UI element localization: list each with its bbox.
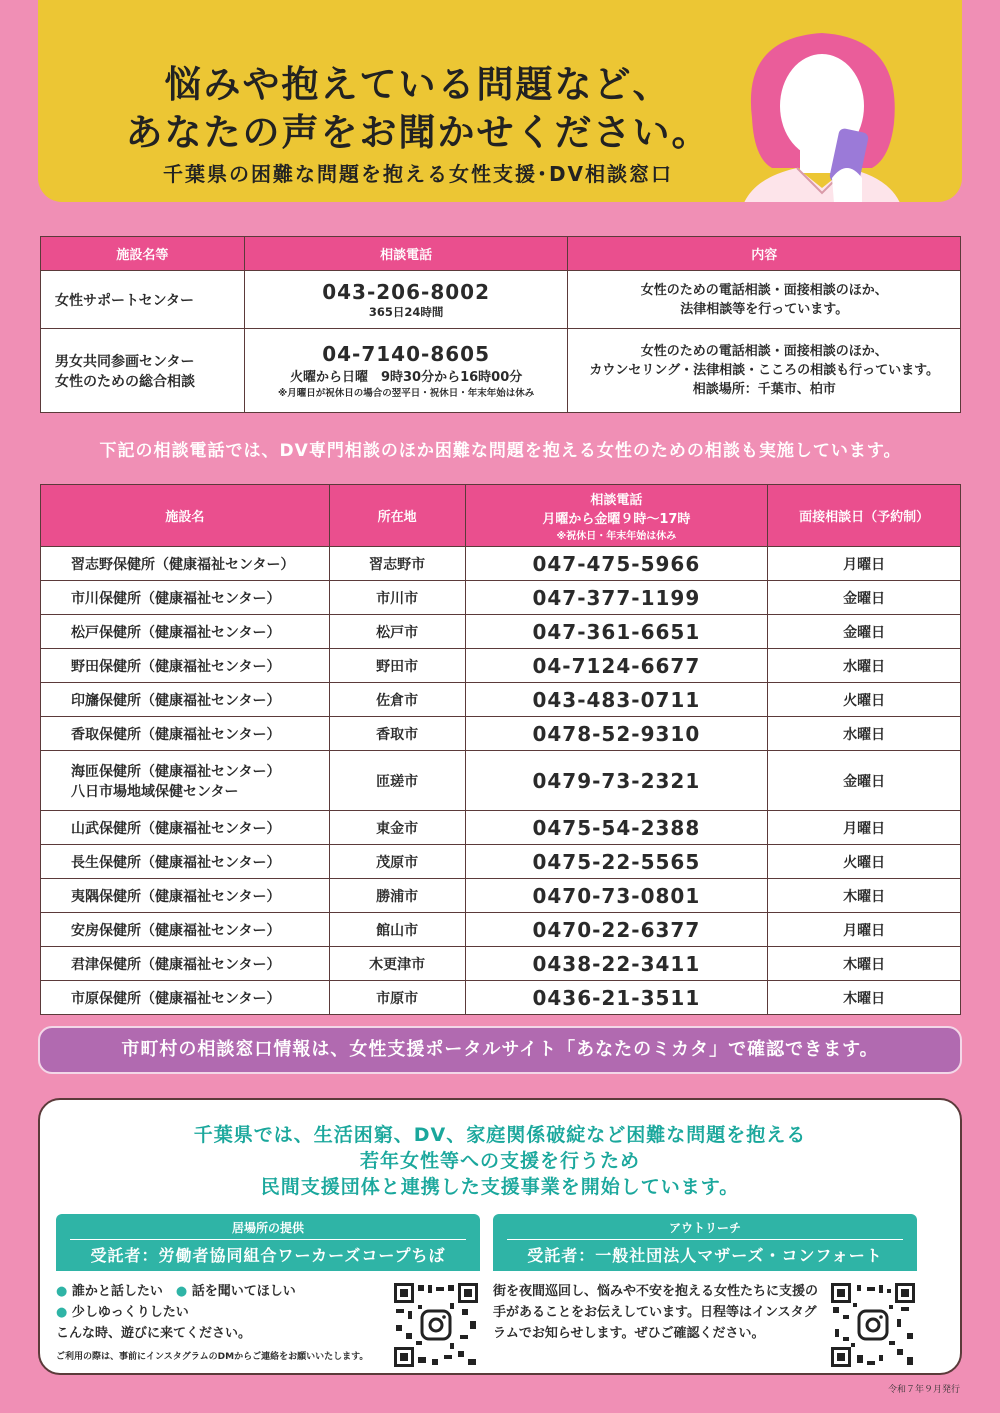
location: 木更津市 bbox=[329, 947, 465, 981]
phone-header-hours: 月曜から金曜９時～17時 bbox=[542, 512, 691, 527]
phone-cell bbox=[244, 329, 568, 413]
facility-name-line: 習志野保健所（健康福祉センター） bbox=[71, 556, 295, 573]
facility-name-line: 君津保健所（健康福祉センター） bbox=[71, 956, 281, 973]
interview-day: 火曜日 bbox=[768, 683, 961, 717]
facility-name bbox=[41, 615, 330, 649]
subtitle: 千葉県の困難な問題を抱える女性支援･DV相談窓口 bbox=[162, 162, 674, 186]
shelter-panel-body bbox=[56, 1271, 480, 1368]
facility-name bbox=[41, 751, 330, 811]
facility-name-line: 男女共同参画センター bbox=[55, 353, 195, 370]
phone-number[interactable]: 0436-21-3511 bbox=[465, 981, 768, 1015]
location: 佐倉市 bbox=[329, 683, 465, 717]
col-header-facility: 施設名等 bbox=[41, 237, 245, 271]
title-line-1: 悩みや抱えている問題など、 bbox=[164, 63, 672, 106]
bullet-icon: ● bbox=[56, 1305, 68, 1320]
content-cell bbox=[568, 271, 961, 329]
bullet-text: 話を聞いてほしい bbox=[191, 1284, 296, 1299]
location: 館山市 bbox=[329, 913, 465, 947]
bullet-icon: ● bbox=[56, 1284, 68, 1299]
location: 松戸市 bbox=[329, 615, 465, 649]
facility-name bbox=[41, 947, 330, 981]
outreach-panel-header bbox=[493, 1214, 917, 1271]
facility-name bbox=[41, 879, 330, 913]
phone-number[interactable]: 047-361-6651 bbox=[465, 615, 768, 649]
table-row bbox=[41, 811, 961, 845]
facility-name bbox=[41, 649, 330, 683]
phone-number[interactable]: 04-7140-8605 bbox=[322, 342, 490, 366]
panel-contractor: 受託者：労働者協同組合ワーカーズコープちば bbox=[70, 1239, 466, 1271]
facility-name bbox=[41, 271, 245, 329]
content-line: 女性のための電話相談・面接相談のほか、 bbox=[640, 344, 888, 359]
table-row bbox=[41, 615, 961, 649]
location: 匝瑳市 bbox=[329, 751, 465, 811]
facility-name-line: 八日市場地域保健センター bbox=[71, 783, 239, 800]
facility-name bbox=[41, 811, 330, 845]
content-line: 法律相談等を行っています。 bbox=[680, 301, 849, 317]
main-contacts-table bbox=[40, 236, 961, 413]
location: 茂原市 bbox=[329, 845, 465, 879]
shelter-panel-header bbox=[56, 1214, 480, 1271]
support-intro-line: 千葉県では、生活困窮、DV、家庭関係破綻など困難な問題を抱える bbox=[193, 1124, 807, 1146]
location: 勝浦市 bbox=[329, 879, 465, 913]
facility-name-line: 安房保健所（健康福祉センター） bbox=[71, 922, 281, 939]
location: 習志野市 bbox=[329, 547, 465, 581]
phone-number[interactable]: 0479-73-2321 bbox=[465, 751, 768, 811]
interview-day: 水曜日 bbox=[768, 649, 961, 683]
shelter-panel bbox=[56, 1214, 480, 1368]
interview-day: 木曜日 bbox=[768, 879, 961, 913]
table-header-row bbox=[41, 485, 961, 547]
facility-name bbox=[41, 981, 330, 1015]
interview-day: 木曜日 bbox=[768, 981, 961, 1015]
phone-header-title: 相談電話 bbox=[590, 493, 643, 508]
location: 市原市 bbox=[329, 981, 465, 1015]
phone-number[interactable]: 0470-22-6377 bbox=[465, 913, 768, 947]
title-line-2: あなたの声をお聞かせください。 bbox=[125, 111, 711, 154]
instagram-qr-code-icon[interactable] bbox=[392, 1281, 480, 1369]
phone-number[interactable]: 0470-73-0801 bbox=[465, 879, 768, 913]
header-banner bbox=[38, 0, 962, 202]
bullet-text: 誰かと話したい bbox=[71, 1284, 163, 1299]
table-row bbox=[41, 547, 961, 581]
table-row bbox=[41, 271, 961, 329]
facility-name bbox=[41, 913, 330, 947]
issue-date: 令和７年９月発行 bbox=[887, 1385, 960, 1395]
table-row bbox=[41, 913, 961, 947]
location: 香取市 bbox=[329, 717, 465, 751]
col-header-facility: 施設名 bbox=[41, 485, 330, 547]
outreach-text: 街を夜間巡回し、悩みや不安を抱える女性たちに支援の手があることをお伝えしています。日程等はインスタグラムでお知らせします。ぜひご確認ください。 bbox=[493, 1284, 819, 1341]
table-row bbox=[41, 717, 961, 751]
facility-name-line: 海匝保健所（健康福祉センター） bbox=[71, 763, 281, 780]
facility-name-line: 松戸保健所（健康福祉センター） bbox=[71, 624, 281, 641]
facility-name-line: 女性のための総合相談 bbox=[55, 373, 195, 390]
interview-day: 月曜日 bbox=[768, 913, 961, 947]
youth-support-box bbox=[38, 1098, 962, 1375]
table-row bbox=[41, 879, 961, 913]
interview-day: 木曜日 bbox=[768, 947, 961, 981]
info-note: 下記の相談電話では、DV専門相談のほか困難な問題を抱える女性のための相談も実施しています。 bbox=[99, 441, 902, 461]
facility-name-line: 夷隅保健所（健康福祉センター） bbox=[71, 888, 281, 905]
location: 東金市 bbox=[329, 811, 465, 845]
table-row bbox=[41, 981, 961, 1015]
location: 市川市 bbox=[329, 581, 465, 615]
facility-name bbox=[41, 581, 330, 615]
phone-header-note: ※祝休日・年末年始は休み bbox=[556, 531, 677, 542]
location: 野田市 bbox=[329, 649, 465, 683]
content-cell bbox=[568, 329, 961, 413]
bullet-text: 少しゆっくりしたい bbox=[71, 1305, 189, 1320]
phone-number[interactable]: 0438-22-3411 bbox=[465, 947, 768, 981]
interview-day: 金曜日 bbox=[768, 751, 961, 811]
interview-day: 水曜日 bbox=[768, 717, 961, 751]
interview-day: 月曜日 bbox=[768, 547, 961, 581]
interview-day: 月曜日 bbox=[768, 811, 961, 845]
facility-name-line: 長生保健所（健康福祉センター） bbox=[71, 854, 281, 871]
instagram-qr-code-icon[interactable] bbox=[829, 1281, 917, 1369]
table-row bbox=[41, 683, 961, 717]
invite-line: こんな時、遊びに来てください。 bbox=[56, 1326, 252, 1341]
col-header-interview-day: 面接相談日（予約制） bbox=[768, 485, 961, 547]
interview-day: 金曜日 bbox=[768, 581, 961, 615]
facility-name-line: 山武保健所（健康福祉センター） bbox=[71, 820, 281, 837]
facility-name-line: 市原保健所（健康福祉センター） bbox=[71, 990, 281, 1007]
phone-hours: 365日24時間 bbox=[368, 304, 444, 319]
phone-number[interactable]: 047-475-5966 bbox=[465, 547, 768, 581]
support-intro-line: 若年女性等への支援を行うため bbox=[359, 1150, 640, 1172]
facility-name bbox=[41, 547, 330, 581]
phone-number[interactable]: 04-7124-6677 bbox=[465, 649, 768, 683]
table-row bbox=[41, 649, 961, 683]
phone-number[interactable]: 043-483-0711 bbox=[465, 683, 768, 717]
panel-role: アウトリーチ bbox=[668, 1221, 741, 1235]
usage-note: ご利用の際は、事前にインスタグラムのDMからご連絡をお願いいたします。 bbox=[56, 1352, 369, 1362]
content-line: 女性のための電話相談・面接相談のほか、 bbox=[640, 282, 888, 298]
table-header-row bbox=[41, 237, 961, 271]
facility-name-line: 印旛保健所（健康福祉センター） bbox=[71, 692, 281, 709]
health-center-table bbox=[40, 484, 961, 1015]
outreach-panel-body bbox=[493, 1271, 917, 1344]
table-row bbox=[41, 845, 961, 879]
phone-number[interactable]: 0475-54-2388 bbox=[465, 811, 768, 845]
facility-name-line: 香取保健所（健康福祉センター） bbox=[71, 726, 281, 743]
table-row bbox=[41, 751, 961, 811]
panel-contractor: 受託者：一般社団法人マザーズ・コンフォート bbox=[507, 1239, 903, 1271]
phone-hours: 火曜から日曜 9時30分から16時00分 bbox=[289, 370, 523, 385]
table-row bbox=[41, 329, 961, 413]
health-center-rows bbox=[41, 547, 961, 1015]
phone-note: ※月曜日が祝休日の場合の翌平日・祝休日・年末年始は休み bbox=[277, 388, 535, 399]
phone-cell bbox=[244, 271, 568, 329]
col-header-phone bbox=[465, 485, 768, 547]
facility-name bbox=[41, 329, 245, 413]
support-intro-line: 民間支援団体と連携した支援事業を開始しています。 bbox=[260, 1176, 740, 1198]
col-header-location: 所在地 bbox=[329, 485, 465, 547]
interview-day: 火曜日 bbox=[768, 845, 961, 879]
facility-name bbox=[41, 845, 330, 879]
facility-name bbox=[41, 717, 330, 751]
portal-site-banner[interactable]: 市町村の相談窓口情報は、女性支援ポータルサイト「あなたのミカタ」で確認できます。 bbox=[38, 1026, 962, 1074]
facility-name bbox=[41, 683, 330, 717]
phone-number[interactable]: 043-206-8002 bbox=[322, 279, 490, 304]
table-row bbox=[41, 947, 961, 981]
content-line: カウンセリング・法律相談・こころの相談も行っています。 bbox=[589, 363, 940, 378]
bullet-icon: ● bbox=[175, 1284, 188, 1299]
phone-number[interactable]: 047-377-1199 bbox=[465, 581, 768, 615]
support-intro bbox=[40, 1122, 960, 1200]
col-header-phone: 相談電話 bbox=[244, 237, 568, 271]
facility-name-line: 市川保健所（健康福祉センター） bbox=[71, 590, 281, 607]
facility-name-line: 野田保健所（健康福祉センター） bbox=[71, 658, 281, 675]
col-header-content: 内容 bbox=[568, 237, 961, 271]
phone-number[interactable]: 0475-22-5565 bbox=[465, 845, 768, 879]
phone-number[interactable]: 0478-52-9310 bbox=[465, 717, 768, 751]
outreach-panel bbox=[493, 1214, 917, 1344]
content-line: 相談場所：千葉市、柏市 bbox=[692, 382, 836, 397]
panel-role: 居場所の提供 bbox=[231, 1221, 304, 1235]
woman-with-phone-illustration bbox=[722, 28, 922, 202]
facility-name-line: 女性サポートセンター bbox=[55, 292, 195, 309]
table-row bbox=[41, 581, 961, 615]
interview-day: 金曜日 bbox=[768, 615, 961, 649]
